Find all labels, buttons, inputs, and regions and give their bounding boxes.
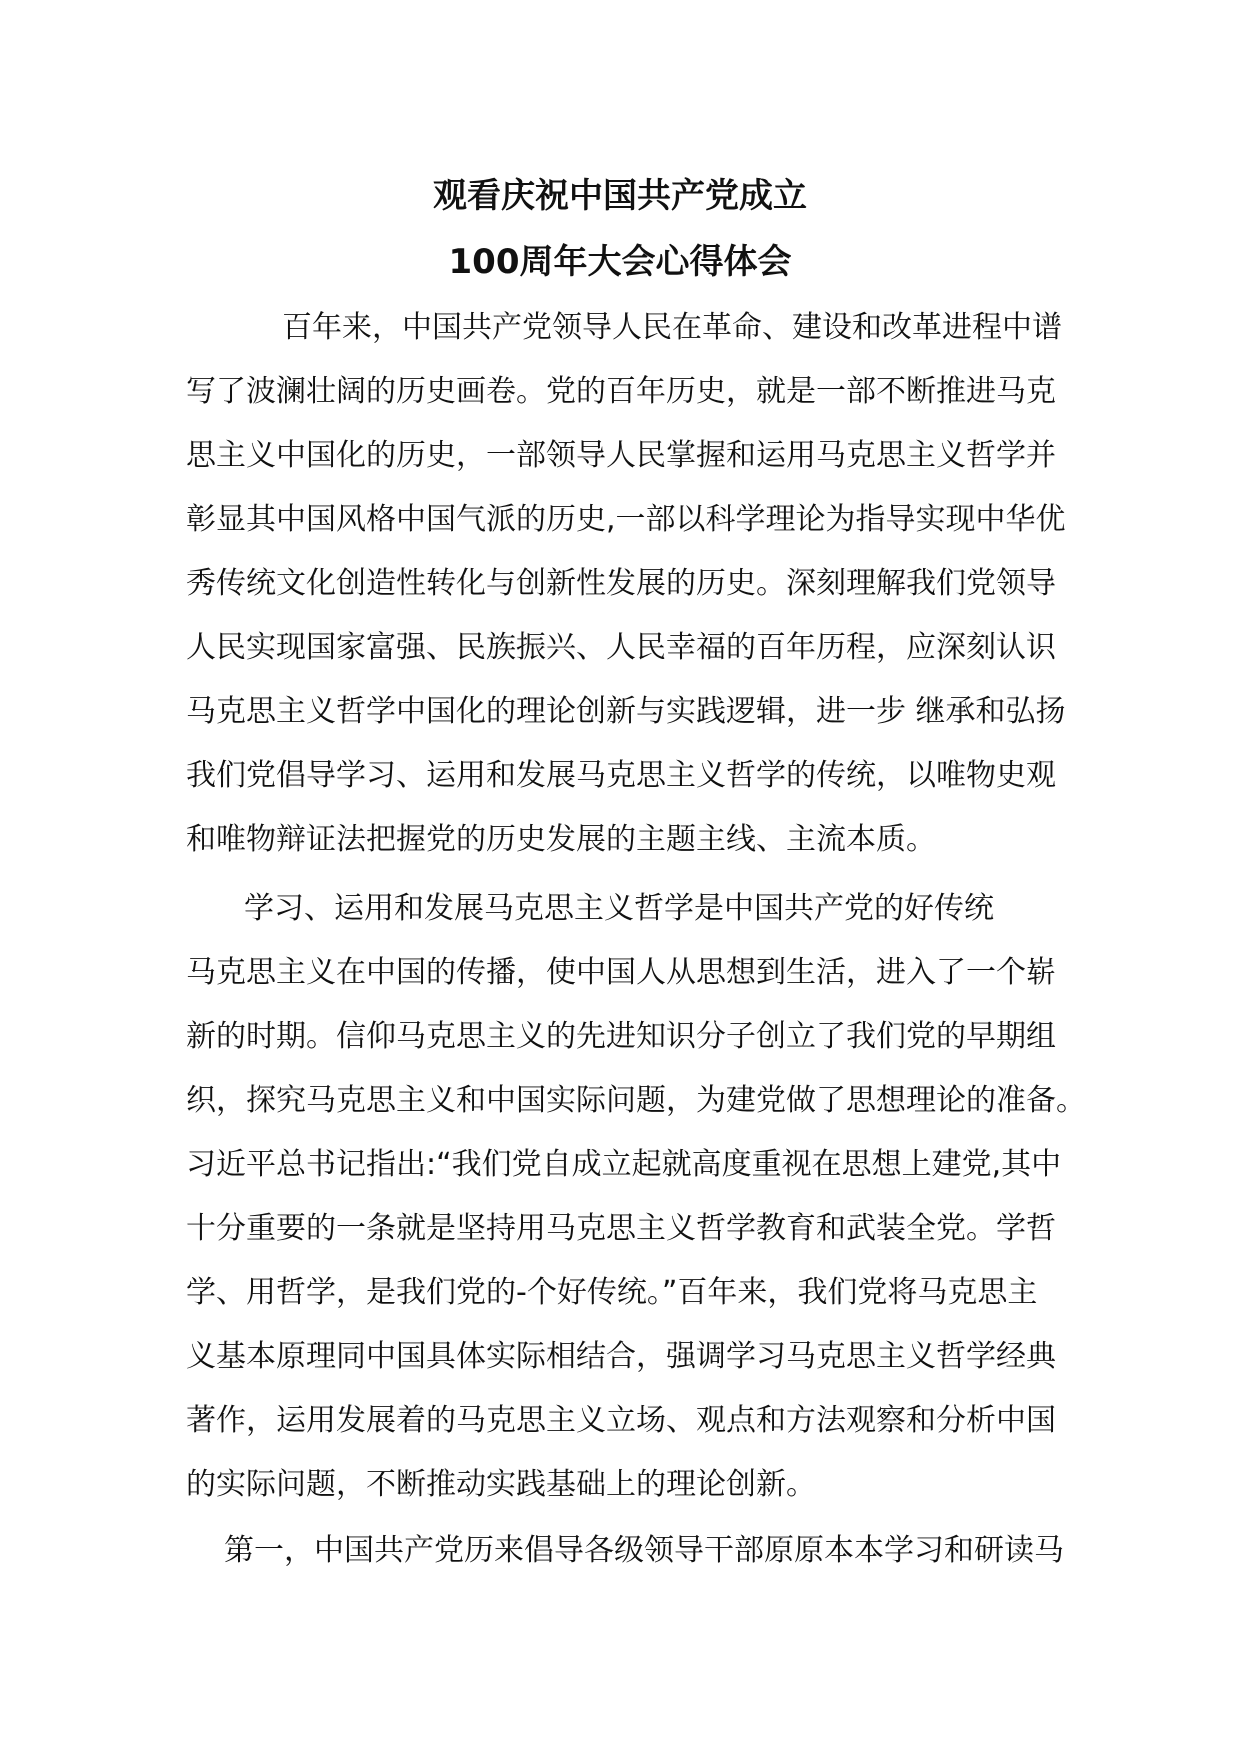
paragraph-line: 人民实现国家富强、民族振兴、人民幸福的百年历程，应深刻认识 [186,630,1056,665]
paragraph-line: 写了波澜壮阔的历史画卷。党的百年历史，就是一部不断推进马克 [186,374,1056,409]
paragraph-line: 马克思主义在中国的传播，使中国人从思想到生活，进入了一个崭 [186,955,1056,990]
paragraph-line: 十分重要的一条就是坚持用马克思主义哲学教育和武装全党。学哲 [186,1211,1056,1246]
paragraph-line: 马克思主义哲学中国化的理论创新与实践逻辑，进一步 继承和弘扬 [186,694,1066,729]
paragraph-line: 思主义中国化的历史，一部领导人民掌握和运用马克思主义哲学并 [186,438,1056,473]
paragraph-line: 学、用哲学，是我们党的-个好传统。”百年来，我们党将马克思主 [186,1275,1038,1310]
document-title-line-1: 观看庆祝中国共产党成立 [433,176,807,216]
paragraph-line: 第一，中国共产党历来倡导各级领导干部原原本本学习和研读马 [224,1533,1064,1568]
paragraph-line: 义基本原理同中国具体实际相结合，强调学习马克思主义哲学经典 [186,1339,1056,1374]
paragraph-line: 和唯物辩证法把握党的历史发展的主题主线、主流本质。 [186,822,936,857]
document-title-line-2: 100周年大会心得体会 [448,242,792,282]
paragraph-line: 彰显其中国风格中国气派的历史,一部以科学理论为指导实现中华优 [186,502,1066,537]
paragraph-line: 著作，运用发展着的马克思主义立场、观点和方法观察和分析中国 [186,1403,1056,1438]
paragraph-line: 习近平总书记指出:“我们党自成立起就高度重视在思想上建党,其中 [186,1147,1062,1182]
paragraph-line: 织，探究马克思主义和中国实际问题，为建党做了思想理论的准备。 [186,1083,1086,1118]
paragraph-line: 秀传统文化创造性转化与创新性发展的历史。深刻理解我们党领导 [186,566,1056,601]
paragraph-line: 新的时期。信仰马克思主义的先进知识分子创立了我们党的早期组 [186,1019,1056,1054]
section-heading: 学习、运用和发展马克思主义哲学是中国共产党的好传统 [244,891,994,926]
paragraph-line: 的实际问题，不断推动实践基础上的理论创新。 [186,1467,816,1502]
paragraph-line: 我们党倡导学习、运用和发展马克思主义哲学的传统，以唯物史观 [186,758,1056,793]
paragraph-line: 百年来，中国共产党领导人民在革命、建设和改革进程中谱 [282,310,1062,345]
